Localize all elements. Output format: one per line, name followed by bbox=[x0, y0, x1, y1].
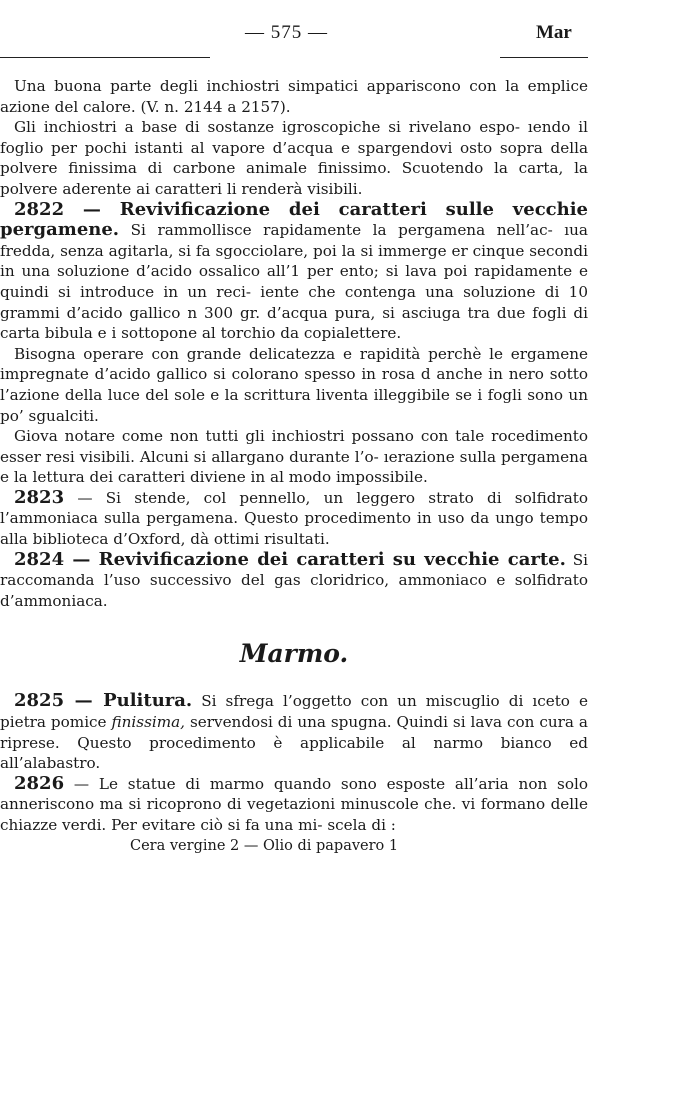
emphasis: finissima, bbox=[111, 713, 185, 732]
running-head: Mar bbox=[536, 22, 572, 43]
paragraph: Giova notare come non tutti gli inchiostri possano con tale rocedimento esser resi visibili. Alcuni si allargano durante l’o- ıerazione sulla pergamena e la lettura dei caratteri diviene in al modo impossibile. bbox=[0, 427, 588, 487]
entry-2824 bbox=[0, 550, 588, 612]
recipe-line: Cera vergine 2 — Olio di papavero 1 bbox=[130, 837, 399, 854]
entry-text: Si sfrega l’oggetto con un miscuglio di ıceto e pietra pomice bbox=[0, 692, 588, 732]
entry-number: 2822 bbox=[14, 198, 65, 220]
page-header bbox=[0, 22, 700, 52]
entry-2825 bbox=[0, 691, 588, 773]
entry-2826 bbox=[0, 774, 588, 836]
entry-dash: — bbox=[64, 690, 104, 712]
entry-number: 2826 bbox=[14, 772, 65, 794]
entry-number: 2823 bbox=[14, 486, 65, 508]
entry-2822 bbox=[0, 200, 588, 344]
entry-text: servendosi di una spugna. Quindi si lava con cura a riprese. Questo procedimento è applicabile al narmo bianco ed all’alabastro. bbox=[0, 713, 588, 773]
header-rule-right bbox=[500, 57, 588, 58]
entry-text: — Si stende, col pennello, un leggero strato di solfidrato l’ammoniaca sulla pergamena. Questo procedimento in uso da ungo tempo alla biblioteca d’Oxford, dà ottimi risultati. bbox=[0, 488, 588, 549]
paragraph: Bisogna operare con grande delicatezza e rapidità perchè le ergamene impregnate d’acido gallico si colorano spesso in rosa d anche in nero sotto l’azione della luce del sole e la scrittura liventa illeggibile se i fogli sono un po’ sgualciti. bbox=[0, 344, 588, 425]
entry-number: 2825 bbox=[14, 690, 65, 712]
entry-dash: — bbox=[64, 548, 99, 570]
entry-title: Revivificazione dei caratteri sulle vecchie pergamene. bbox=[0, 198, 588, 241]
section-title: Marmo. bbox=[239, 639, 349, 669]
entry-number: 2824 bbox=[14, 548, 65, 570]
entry-2823 bbox=[0, 488, 588, 550]
entry-text: Si raccomanda l’uso successivo del gas cloridrico, ammoniaco e solfidrato d’ammoniaca. bbox=[0, 550, 588, 610]
entry-text: Si rammollisce rapidamente la pergamena nell’ac- ıua fredda, senza agitarla, si fa sgocciolare, poi la si immerge er cinque secondi in una soluzione d’acido ossalico all’1 per ento; si lava poi rapidamente e quindi si introduce in un reci- iente che contenga una soluzione di 10 grammi d’acido gallico n 300 gr. d’acqua pura, si asciuga tra due fogli di carta bibula e i sottopone al torchio da copialettere. bbox=[0, 221, 588, 343]
page-body bbox=[0, 76, 588, 856]
entry-dash: — bbox=[64, 198, 120, 220]
header-rule-left bbox=[0, 57, 210, 58]
entry-title: Revivificazione dei caratteri su vecchie carte. bbox=[98, 548, 566, 570]
page-number: — 575 — bbox=[245, 22, 328, 43]
entry-title: Pulitura. bbox=[103, 690, 193, 712]
entry-text: — Le statue di marmo quando sono esposte all’aria non solo anneriscono ma si ricoprono di vegetazioni minuscole che. vi formano delle chiazze verdi. Per evitare ciò si fa una mi- scela di : bbox=[0, 774, 588, 834]
paragraph: Una buona parte degli inchiostri simpatici appariscono con la emplice azione del calore. (V. n. 2144 a 2157). bbox=[0, 77, 588, 116]
paragraph: Gli inchiostri a base di sostanze igroscopiche si rivelano espo- ıendo il foglio per pochi istanti al vapore d’acqua e spargendovi osto sopra della polvere finissima di carbone animale finissimo. Scuotendo la carta, la polvere aderente ai caratteri li renderà visibili. bbox=[0, 118, 588, 198]
